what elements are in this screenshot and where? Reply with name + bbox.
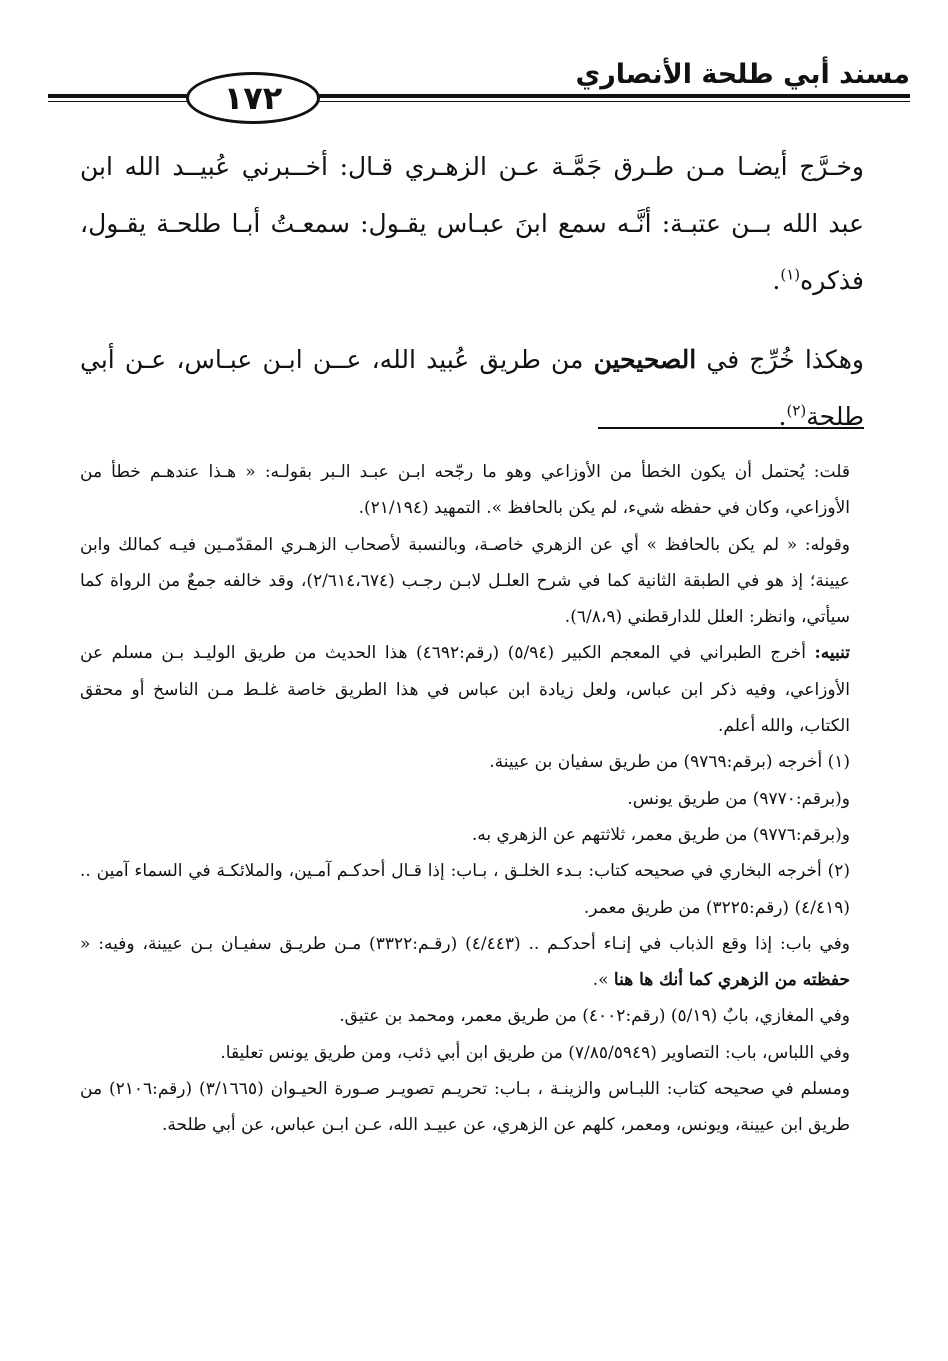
footnote-separator <box>598 427 864 429</box>
note-caution-label: تنبيه: <box>814 643 850 664</box>
note-paragraph-2: وقوله: « لم يكن بالحافظ » أي عن الزهري خاصـة، وبالنسبة لأصحاب الزهـري المقدّمـين فيـه كمالك وابن عيينة؛ إذ هو في الطبقة الثانية كما في شرح العلـل لابـن رجـب (٢/٦١٤،٦٧٤)، وقد خالفه جمعٌ من الرواة كما سيأتي، وانظر: العلل للدارقطني (٦/٨،٩). <box>80 534 850 628</box>
footnote-ref-2: (٢) <box>786 401 807 420</box>
paragraph-1-text: وخـرَّج أيضـا مـن طـرق جَمَّـة عـن الزهـري قـال: أخــبرني عُبيــد الله ابن عبد الله بــن عتبـة: أنَّـه سمع ابنَ عبـاس يقـول: سمعـتُ أبـا طلحـة يقـول، فذكره <box>80 152 864 295</box>
footnote-2-line-2-end: ». <box>592 970 614 991</box>
footnote-1-line-1: (١) أخرجه (برقم:٩٧٦٩) من طريق سفيان بن عيينة. <box>489 752 850 773</box>
paragraph-2-rest: من طريق عُبيد الله، عــن ابـن عبـاس، عـن أبي طلحة <box>80 345 864 431</box>
note-caution-text: أخرج الطبراني في المعجم الكبير (٥/٩٤) (رقم:٤٦٩٢) هذا الحديث من طريق الوليـد بـن مسلم عن الأوزاعي، وفيه ذكر ابن عباس، ولعل زيادة ابن عباس في هذا الطريق خاصة غلـط مـن الناسخ أو محقق الكتاب، والله أعلم. <box>80 643 850 737</box>
footnote-1-line-3: و(برقم:٩٧٧٦) من طريق معمر، ثلاثتهم عن الزهري به. <box>471 824 850 845</box>
paragraph-2-start: وهكذا خُرِّج في <box>696 345 864 374</box>
header-rule-thick <box>48 94 910 98</box>
footnote-2-line-1: (٢) أخرجه البخاري في صحيحه كتاب: بـدء الخلـق ، بـاب: إذا قـال أحدكـم آمـين، والملائكـة في السماء آمين .. (٤/٤١٩) (رقم:٣٢٢٥) من طريق معمر. <box>80 861 850 918</box>
book-title: مسند أبي طلحة الأنصاري <box>561 58 910 92</box>
header-rule-thin <box>48 101 910 102</box>
running-header <box>48 58 910 118</box>
paragraph-2-end: . <box>778 402 787 431</box>
footnote-1-line-2: و(برقم:٩٧٧٠) من طريق يونس. <box>627 788 850 809</box>
footnote-2-line-4: وفي اللباس، باب: التصاوير (٧/٨٥/٥٩٤٩) من طريق ابن أبي ذئب، ومن طريق يونس تعليقا. <box>220 1042 850 1063</box>
footnotes <box>80 454 850 1144</box>
footnote-2-line-3: وفي المغازي، بابٌ (٥/١٩) (رقم:٤٠٠٢) من طريق معمر، ومحمد بن عتيق. <box>339 1006 850 1027</box>
note-paragraph-1: قلت: يُحتمل أن يكون الخطأ من الأوزاعي وهو ما رجّحه ابـن عبـد الـبر بقولـه: « هـذا عندهـم خطأ من الأوزاعي، وكان في حفظه شيء، لم يكن بالحافظ ». التمهيد (٢١/١٩٤). <box>80 462 850 519</box>
main-text <box>80 138 864 467</box>
main-paragraph-1 <box>80 138 864 309</box>
note-paragraph-3 <box>80 635 850 744</box>
footnote-ref-1: (١) <box>780 265 801 284</box>
footnote-2-quote: حفظته من الزهري كما أنك ها هنا <box>613 970 850 991</box>
footnote-2-line-5: ومسلم في صحيحه كتاب: اللبـاس والزينـة ، بـاب: تحريـم تصويـر صـورة الحيـوان (٣/١٦٦٥) (رقم:٢١٠٦) من طريق ابن عيينة، ويونس، ومعمر، كلهم عن الزهري، عن عبيـد الله، عـن ابـن عباس، عن أبي طلحة. <box>80 1079 850 1136</box>
paragraph-1-end: . <box>772 266 781 295</box>
footnote-2-line-2 <box>80 926 850 999</box>
page-number: ١٧٢ <box>186 72 320 124</box>
footnote-2-line-2-start: وفي باب: إذا وقع الذباب في إنـاء أحدكـم .. (٤/٤٤٣) (رقـم:٣٣٢٢) مـن طريـق سفيـان بـن عيينة، وفيه: « <box>80 933 851 954</box>
paragraph-2-bold: الصحيحين <box>593 345 697 374</box>
